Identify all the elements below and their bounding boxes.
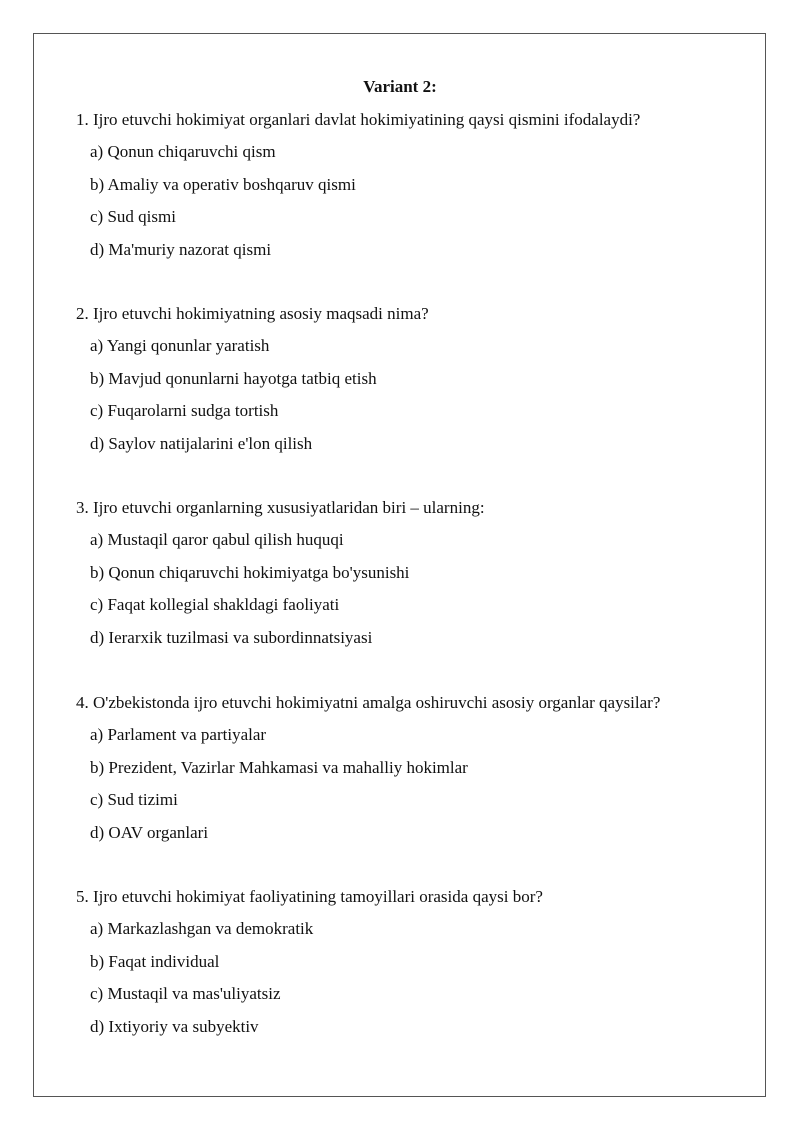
- answer-option: c) Sud qismi: [90, 207, 176, 227]
- answer-option: d) Ixtiyoriy va subyektiv: [90, 1016, 259, 1036]
- answer-option: b) Qonun chiqaruvchi hokimiyatga bo'ysunishi: [90, 562, 410, 582]
- question-2: [76, 303, 756, 465]
- answer-option: b) Faqat individual: [90, 951, 220, 971]
- answer-option: b) Prezident, Vazirlar Mahkamasi va mahalliy hokimlar: [90, 757, 468, 777]
- answer-option: a) Parlament va partiyalar: [90, 725, 267, 745]
- answer-option: d) Saylov natijalarini e'lon qilish: [90, 433, 313, 453]
- question-text: 2. Ijro etuvchi hokimiyatning asosiy maqsadi nima?: [76, 304, 429, 323]
- answer-option: a) Qonun chiqaruvchi qism: [90, 142, 276, 162]
- question-5: [76, 886, 756, 1048]
- answer-option: c) Sud tizimi: [90, 790, 178, 810]
- question-4: [76, 692, 756, 854]
- question-text: 4. O'zbekistonda ijro etuvchi hokimiyatni amalga oshiruvchi asosiy organlar qaysilar?: [76, 693, 661, 712]
- answer-option: c) Fuqarolarni sudga tortish: [90, 401, 279, 421]
- answer-option: d) Ma'muriy nazorat qismi: [90, 239, 272, 259]
- answer-option: d) OAV organlari: [90, 822, 209, 842]
- answer-option: c) Faqat kollegial shakldagi faoliyati: [90, 595, 340, 615]
- question-1: [76, 109, 756, 271]
- answer-option: c) Mustaqil va mas'uliyatsiz: [90, 984, 281, 1004]
- answer-option: d) Ierarxik tuzilmasi va subordinnatsiyasi: [90, 627, 373, 647]
- question-3: [76, 497, 756, 659]
- document-title: Variant 2:: [363, 77, 437, 96]
- answer-option: a) Markazlashgan va demokratik: [90, 919, 314, 939]
- answer-option: b) Mavjud qonunlarni hayotga tatbiq etish: [90, 368, 377, 388]
- answer-option: a) Mustaqil qaror qabul qilish huquqi: [90, 530, 344, 550]
- answer-option: a) Yangi qonunlar yaratish: [90, 336, 270, 356]
- question-text: 5. Ijro etuvchi hokimiyat faoliyatining tamoyillari orasida qaysi bor?: [76, 887, 543, 906]
- question-text: 1. Ijro etuvchi hokimiyat organlari davlat hokimiyatining qaysi qismini ifodalaydi?: [76, 110, 641, 129]
- answer-option: b) Amaliy va operativ boshqaruv qismi: [90, 174, 356, 194]
- question-text: 3. Ijro etuvchi organlarning xususiyatlaridan biri – ularning:: [76, 498, 485, 517]
